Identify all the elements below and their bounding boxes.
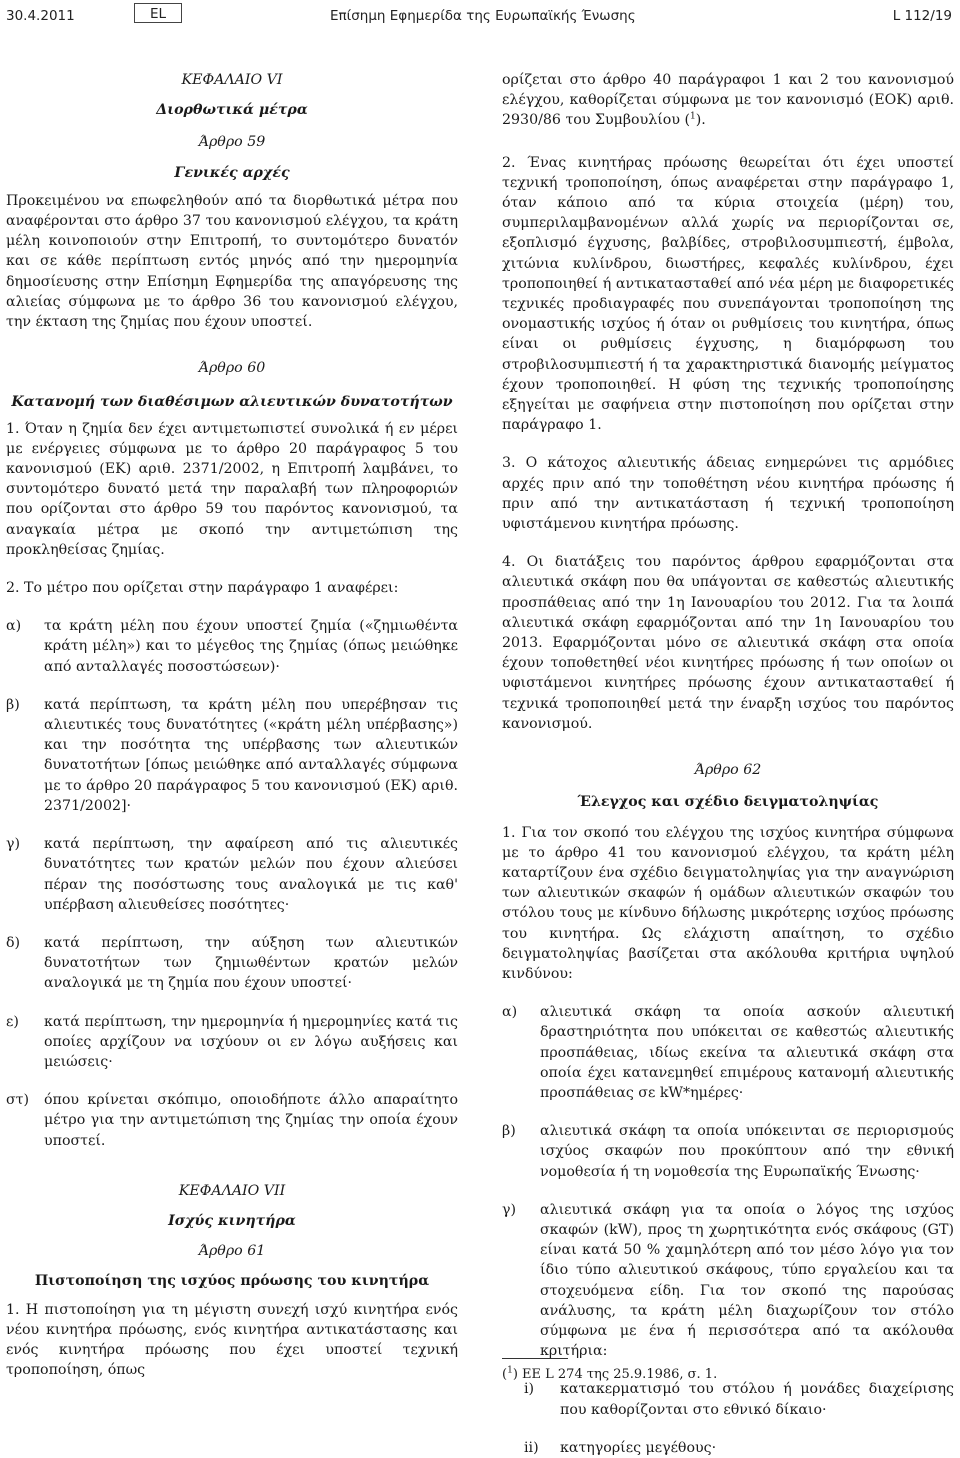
article-62-paragraph-1: 1. Για τον σκοπό του ελέγχου της ισχύος κινητήρα σύμφωνα με το άρθρο 41 του κανονισμού ελέγχου, τα κράτη μέλη καταρτίζουν ένα σχέδιο δειγματοληψίας για την αναγνώριση των αλιευτικών σκαφών ή ομάδων αλιευτικών σκαφών του στόλου τους με κίνδυνο δήλωσης μικρότερης ισχύος πρόωσης του κινητήρα. Ως ελάχιστη απαίτηση, το σχέδιο δειγματοληψίας βασίζεται στα ακόλουθα κριτήρια υψηλού κινδύνου: bbox=[502, 824, 954, 982]
list-item-text: αλιευτικά σκάφη τα οποία υπόκεινται σε περιορισμούς ισχύος σκαφών που προκύπτουν από την εθνική νομοθεσία ή τη νομοθεσία της Ευρωπαϊκής Ένωσης· bbox=[540, 1123, 954, 1180]
language-badge: EL bbox=[134, 3, 182, 23]
sub-list-item-label: i) bbox=[524, 1381, 535, 1398]
list-item-text: τα κράτη μέλη που έχουν υποστεί ζημία («ζημιωθέντα κράτη μέλη») και το μέγεθος της ζημίας (όπως μειώθηκε από ανταλλαγές ποσοστώσεων)· bbox=[44, 618, 458, 675]
article-59-text: Προκειμένου να επωφεληθούν από τα διορθωτικά μέτρα που αναφέρονται στο άρθρο 37 του κανονισμού ελέγχου, τα κράτη μέλη κοινοποιούν στην Επιτροπή, το συντομότερο δυνατόν και σε κάθε περίπτωση εντός μηνός από την ημερομηνία δημοσίευσης στην Επίσημη Εφημερίδα της απαγόρευσης της αλιείας σύμφωνα με το άρθρο 36 του κανονισμού ελέγχου, την έκταση της ζημίας που έχουν υποστεί. bbox=[6, 192, 458, 331]
article-61-paragraph-4: 4. Οι διατάξεις του παρόντος άρθρου εφαρμόζονται στα αλιευτικά σκάφη που θα υπάγονται σε καθεστώς αλιευτικής προσπάθειας από την 1η Ιανουαρίου του 2012. Για τα λοιπά αλιευτικά σκάφη εφαρμόζονται από την 1η Ιανουαρίου του 2013. Εφαρμόζονται μόνο σε αλιευτικά σκάφη στα οποία έχουν τοποθετηθεί νέοι κινητήρες πρόωσης ή των οποίων οι υφιστάμενοι κινητήρες πρόωσης έχουν αντικατασταθεί ή τεχνικά τροποποιηθεί μετά την έναρξη ισχύος του παρόντος κανονισμού. bbox=[502, 554, 954, 732]
list-item bbox=[6, 616, 458, 677]
article-61-continuation bbox=[502, 70, 954, 131]
sub-list-item-text: κατακερματισμό του στόλου ή μονάδες διαχείρισης που καθορίζονται στο εθνικό δίκαιο· bbox=[560, 1381, 954, 1418]
list-item-label: γ) bbox=[502, 1201, 517, 1218]
header-date: 30.4.2011 bbox=[6, 8, 75, 24]
sub-list-item-label: ii) bbox=[524, 1439, 539, 1456]
article-59-heading: Άρθρο 59 bbox=[198, 134, 266, 151]
list-item-label: δ) bbox=[6, 934, 21, 951]
article-61-paragraph-3: 3. Ο κάτοχος αλιευτικής άδειας ενημερώνει τις αρμόδιες αρχές πριν από την τοποθέτηση νέου κινητήρα πρόωσης ή πριν από την αντικατάσταση ή τεχνική τροποποίηση υφιστάμενου κινητήρα πρόωσης. bbox=[502, 455, 954, 533]
article-61-heading: Άρθρο 61 bbox=[198, 1243, 266, 1260]
list-item-text: κατά περίπτωση, τα κράτη μέλη που υπερέβησαν τις αλιευτικές τους δυνατότητες («κράτη μέλη υπέρβασης») και την ποσότητα της υπέρβασης των αλιευτικών δυνατοτήτων [όπως μειώθηκε από ανταλλαγές σύμφωνα με το άρθρο 20 παράγραφος 5 του κανονισμού (ΕΚ) αριθ. 2371/2002]· bbox=[44, 696, 458, 814]
footnote-number: 1 bbox=[507, 1365, 513, 1376]
footnote-text: ΕΕ L 274 της 25.9.1986, σ. 1. bbox=[517, 1367, 718, 1382]
sub-list-item bbox=[524, 1438, 954, 1458]
chapter-6-heading: ΚΕΦΑΛΑΙΟ VI bbox=[181, 72, 283, 88]
list-item-label: β) bbox=[502, 1123, 516, 1140]
right-column bbox=[502, 70, 954, 1458]
chapter-7-heading: ΚΕΦΑΛΑΙΟ VII bbox=[178, 1182, 286, 1199]
sub-list-item-text: κατηγορίες μεγέθους· bbox=[560, 1439, 717, 1456]
list-item bbox=[502, 1200, 954, 1362]
continuation-text: ορίζεται στο άρθρο 40 παράγραφοι 1 και 2 του κανονισμού ελέγχου, καθορίζεται σύμφωνα με τον κανονισμό (ΕΟΚ) αριθ. 2930/86 του Συμβουλίου ( bbox=[502, 72, 954, 129]
article-61-paragraph-1: 1. Η πιστοποίηση για τη μέγιστη συνεχή ισχύ κινητήρα ενός νέου κινητήρα πρόωσης, ενός κινητήρα αντικατάστασης και ενός κινητήρα πρόωσης που έχει υποστεί τεχνική τροποποίηση, όπως bbox=[6, 1301, 458, 1379]
article-61-title: Πιστοποίηση της ισχύος πρόωσης του κινητήρα bbox=[34, 1273, 430, 1290]
list-item-label: α) bbox=[6, 618, 22, 635]
list-item-text: κατά περίπτωση, την ημερομηνία ή ημερομηνίες κατά τις οποίες αρχίζουν να ισχύουν οι εν λόγω αυξήσεις και μειώσεις· bbox=[44, 1013, 458, 1070]
chapter-7-title: Ισχύς κινητήρα bbox=[168, 1212, 296, 1229]
continuation-end: ). bbox=[695, 112, 706, 129]
list-item-text: όπου κρίνεται σκόπιμο, οποιοδήποτε άλλο απαραίτητο μέτρο για την αντιμετώπιση της ζημίας την οποία έχουν υποστεί. bbox=[44, 1092, 458, 1149]
list-item bbox=[6, 834, 458, 915]
list-item-label: β) bbox=[6, 696, 20, 713]
footnote-marker[interactable]: 1 bbox=[689, 111, 696, 122]
list-item-text: κατά περίπτωση, την αύξηση των αλιευτικών δυνατοτήτων των ζημιωθέντων κρατών μελών αναλογικά με τη ζημία που έχουν υποστεί· bbox=[44, 934, 458, 992]
article-60-title: Κατανομή των διαθέσιμων αλιευτικών δυνατοτήτων bbox=[11, 394, 453, 411]
list-item-label: α) bbox=[502, 1004, 518, 1021]
list-item bbox=[6, 1012, 458, 1073]
article-60-paragraph-2: 2. Το μέτρο που ορίζεται στην παράγραφο 1 αναφέρει: bbox=[6, 580, 399, 597]
list-item-label: γ) bbox=[6, 836, 21, 853]
article-62-title: Έλεγχος και σχέδιο δειγματοληψίας bbox=[577, 794, 879, 811]
list-item bbox=[6, 695, 458, 816]
chapter-6-title: Διορθωτικά μέτρα bbox=[156, 102, 308, 119]
list-item-label: ε) bbox=[6, 1013, 19, 1030]
journal-title: Επίσημη Εφημερίδα της Ευρωπαϊκής Ένωσης bbox=[330, 8, 636, 24]
page-reference: L 112/19 bbox=[892, 8, 952, 24]
list-item bbox=[6, 1090, 458, 1151]
list-item bbox=[502, 1002, 954, 1103]
article-60-heading: Άρθρο 60 bbox=[198, 360, 266, 377]
list-item-text: κατά περίπτωση, την αφαίρεση από τις αλιευτικές δυνατότητες των κρατών μελών που έχουν αλιεύσει πέραν της ποσόστωσης τους αναλογικά με τις καθ' υπέρβαση αλιευθείσες ποσότητες· bbox=[44, 836, 458, 913]
list-item bbox=[6, 933, 458, 994]
article-59-title: Γενικές αρχές bbox=[174, 164, 290, 181]
left-column bbox=[6, 70, 458, 1380]
footnote: ($^1$) ΕΕ L 274 της 25.9.1986, σ. 1. bbox=[502, 1365, 718, 1382]
article-60-paragraph-1: 1. Όταν η ζημία δεν έχει αντιμετωπιστεί συνολικά ή εν μέρει με ενέργειες σύμφωνα με το άρθρο 20 παράγραφος 5 του κανονισμού (ΕΚ) αριθ. 2371/2002, η Επιτροπή λαμβάνει, το συντομότερο δυνατό μετά την παραλαβή των πληροφοριών που ορίζονται στο άρθρο 59 του παρόντος κανονισμού, τα αναγκαία μέτρα με σκοπό την αντιμετώπιση της προκληθείσας ζημίας. bbox=[6, 420, 458, 558]
list-item-text: αλιευτικά σκάφη τα οποία ασκούν αλιευτική δραστηριότητα που υπόκειται σε καθεστώς αλιευτικής προσπάθειας, ιδίως εκείνα τα αλιευτικά σκάφη στα οποία έχει κατανεμηθεί επιμέρους κατανομή αλιευτικής προσπάθειας σε kW*ημέρες· bbox=[540, 1004, 954, 1101]
article-61-paragraph-2: 2. Ένας κινητήρας πρόωσης θεωρείται ότι έχει υποστεί τεχνική τροποποίηση, όπως αναφέρεται στην παράγραφο 1, όταν κάποιο από τα κύρια στοιχεία (μέρη) του, συμπεριλαμβανομένων αλλά χωρίς να περιορίζονται σε, εξοπλισμό έγχυσης, βαλβίδες, στροβιλοσυμπιεστή, έμβολα, χιτώνια κυλίνδρου, διωστήρες, κεφαλές κυλίνδρου, έχει τροποποιηθεί ή αντικατασταθεί από νέα μέρη με διαφορετικές τεχνικές προδιαγραφές που συνεπάγονται τροποποίηση της ονομαστικής ισχύος ή όταν οι ρυθμίσεις του κινητήρα, όπως είναι οι ρυθμίσεις έγχυσης, η διαμόρφωση του στροβιλοσυμπιεστή ή τα χαρακτηριστικά διανομής μείγματος έχουν τροποποιηθεί. Η φύση της τεχνικής τροποποίησης εξηγείται με σαφήνεια στην πιστοποίηση που ορίζεται στην παράγραφο 1. bbox=[502, 154, 954, 434]
sub-list-item bbox=[524, 1379, 954, 1419]
list-item bbox=[502, 1121, 954, 1182]
article-62-heading: Άρθρο 62 bbox=[694, 762, 762, 779]
page-header bbox=[0, 0, 960, 30]
footnote-divider bbox=[502, 1358, 568, 1359]
list-item-label: στ) bbox=[6, 1092, 30, 1109]
list-item-text: αλιευτικά σκάφη για τα οποία ο λόγος της ισχύος σκαφών (kW), προς τη χωρητικότητα ενός σκάφους (GT) είναι κατά 50 % χαμηλότερη από τον μέσο λόγο για τον ίδιο τύπο αλιευτικού σκάφους, τύπο εργαλείου και τα στοχευόμενα είδη. Για τον σκοπό της παρούσας ανάλυσης, τα κράτη μέλη διαχωρίζουν τον στόλο σύμφωνα με ένα ή περισσότερα από τα ακόλουθα κριτήρια: bbox=[540, 1201, 954, 1360]
